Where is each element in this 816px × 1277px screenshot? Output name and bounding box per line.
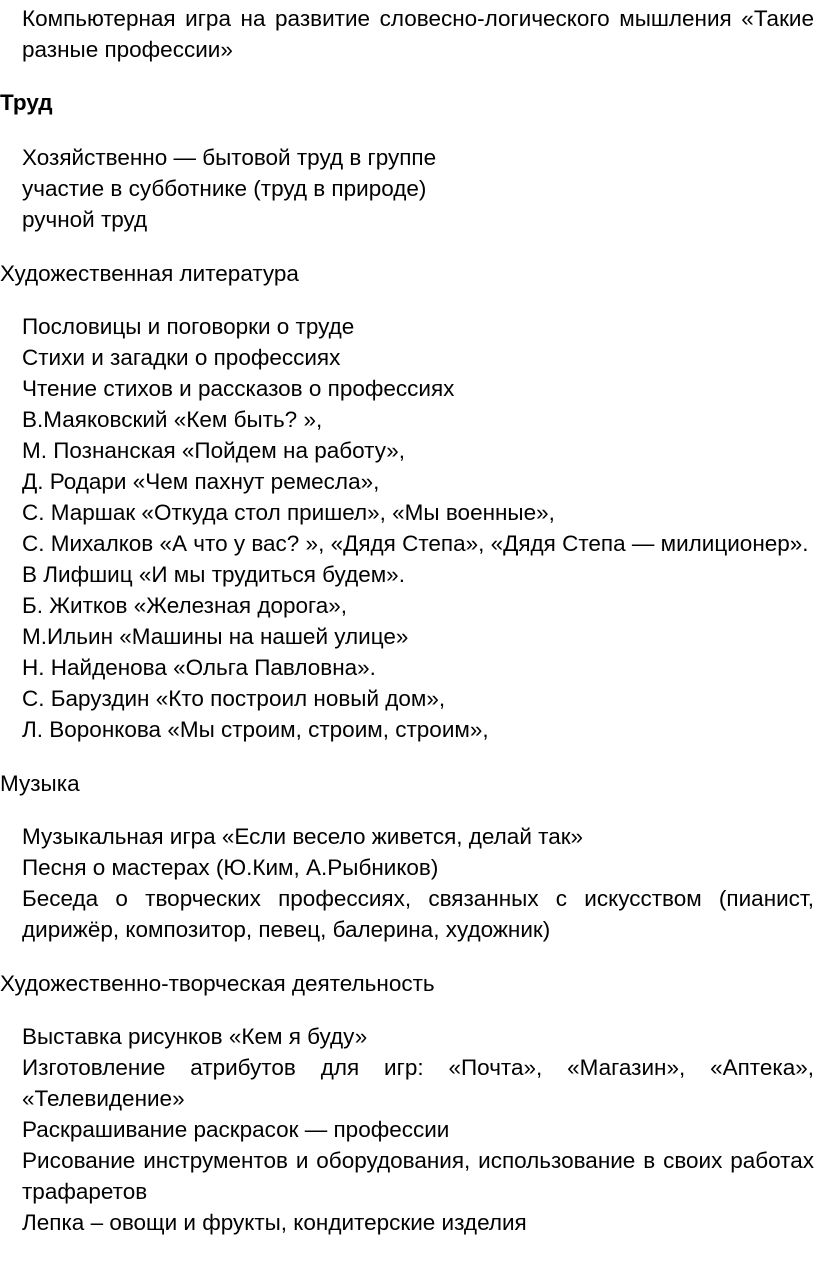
list-item: ручной труд — [22, 207, 148, 232]
list-item: Хозяйственно — бытовой труд в группе — [22, 145, 437, 170]
list-item: Стихи и загадки о профессиях — [22, 345, 341, 370]
list-item: Пословицы и поговорки о труде — [22, 314, 355, 339]
intro-text: Компьютерная игра на развитие словесно-логического мышления «Такие разные профессии» — [22, 6, 814, 62]
list-item: Лепка – овощи и фрукты, кондитерские изделия — [22, 1210, 527, 1235]
list-item: Д. Родари «Чем пахнут ремесла», — [22, 469, 380, 494]
list-item: М.Ильин «Машины на нашей улице» — [22, 624, 409, 649]
list-item: В.Маяковский «Кем быть? », — [22, 407, 323, 432]
list-item: В Лифшиц «И мы трудиться будем». — [22, 562, 405, 587]
section-title-art: Художественно-творческая деятельность — [0, 971, 435, 996]
list-item: Беседа о творческих профессиях, связанных с искусством (пианист, дирижёр, композитор, певец, балерина, художник) — [22, 886, 814, 942]
list-item: участие в субботнике (труд в природе) — [22, 176, 427, 201]
list-item: Б. Житков «Железная дорога», — [22, 593, 348, 618]
list-item: С. Михалков «А что у вас? », «Дядя Степа», «Дядя Степа — милиционер». — [22, 531, 809, 556]
list-item: Чтение стихов и рассказов о профессиях — [22, 376, 455, 401]
list-item: С. Маршак «Откуда стол пришел», «Мы военные», — [22, 500, 555, 525]
list-item: Л. Воронкова «Мы строим, строим, строим», — [22, 717, 489, 742]
list-item: Изготовление атрибутов для игр: «Почта», «Магазин», «Аптека», «Телевидение» — [22, 1055, 814, 1111]
section-title-literature: Художественная литература — [0, 261, 299, 286]
list-item: Раскрашивание раскрасок — профессии — [22, 1117, 450, 1142]
section-title-music: Музыка — [0, 771, 80, 796]
list-item: С. Баруздин «Кто построил новый дом», — [22, 686, 446, 711]
list-item: Н. Найденова «Ольга Павловна». — [22, 655, 376, 680]
list-item: Песня о мастерах (Ю.Ким, А.Рыбников) — [22, 855, 439, 880]
list-item: Рисование инструментов и оборудования, использование в своих работах трафаретов — [22, 1148, 814, 1204]
list-item: Выставка рисунков «Кем я буду» — [22, 1024, 368, 1049]
section-title-trud: Труд — [0, 90, 53, 115]
list-item: М. Познанская «Пойдем на работу», — [22, 438, 405, 463]
list-item: Музыкальная игра «Если весело живется, делай так» — [22, 824, 584, 849]
